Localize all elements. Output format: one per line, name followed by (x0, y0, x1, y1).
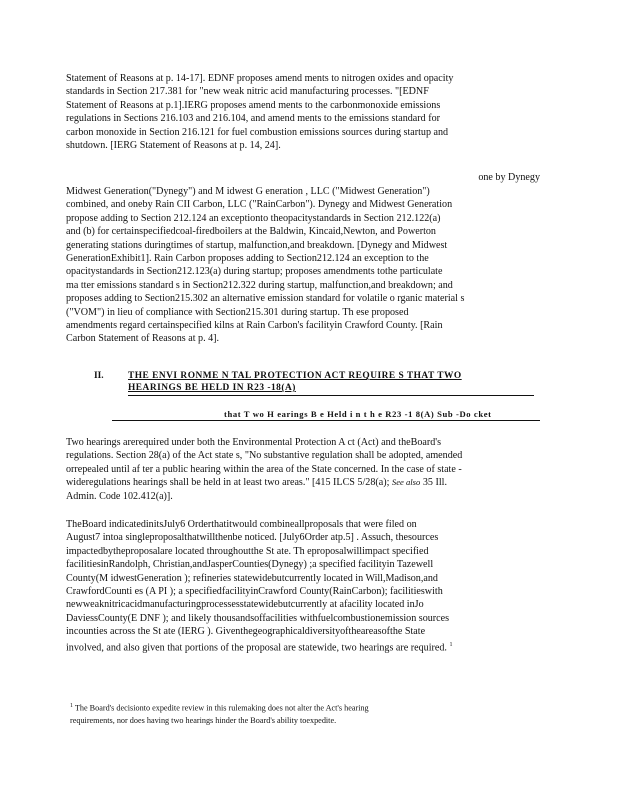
text-line: Statement of Reasons at p. 14-17]. EDNF proposes amend ments to nitrogen oxides and opacity (66, 73, 454, 84)
footnote-line: requirements, nor does having two hearings hinder the Board's ability toexpedite. (70, 715, 337, 725)
text-segment: involved, and also given that portions of the proposal are statewide, two hearings are required. (66, 642, 447, 654)
paragraph-dynegy-proposals (66, 185, 540, 346)
text-line: DaviessCounty(E DNF ); and likely thousandsoffacilities withfuelcombustionemission sources (66, 612, 450, 624)
paragraph-two-hearings (66, 436, 540, 503)
text-line: ma tter emissions standard s in Section212.322 during startup, malfunction,and breakdown; and (66, 279, 453, 291)
subheading-rule (112, 420, 540, 421)
text-line: Statement of Reasons at p.1].IERG proposes amend ments to the carbonmonoxide emissions (66, 99, 441, 111)
text-line: amendments regard certainspecified kilns at Rain Carbon's facilityin Crawford County. [Rain (66, 320, 443, 332)
text-line: shutdown. [IERG Statement of Reasons at p. 14, 24]. (66, 140, 281, 152)
section-title-line2: HEARINGS BE HELD IN R23 -18(A) (128, 383, 296, 393)
text-line: Carbon Statement of Reasons at p. 4]. (66, 333, 220, 345)
text-line: combined, and oneby Rain CII Carbon, LLC ("RainCarbon"). Dynegy and Midwest Generation (66, 199, 453, 211)
text-line: CrawfordCounti es (A PI ); a specifiedfacilityinCrawford County(RainCarbon); facilitieswith (66, 586, 443, 598)
paragraph-combined-proposal (66, 518, 540, 654)
text-segment: 35 Ill. (422, 477, 447, 489)
text-line: opacitystandards in Section212.123(a) during startup; proposes amendments tothe particulate (66, 266, 443, 278)
text-line: impactedbytheproposalare located throughoutthe St ate. Th eproposalwillimpact specified (66, 545, 429, 557)
text-line: proposes adding to Section215.302 an alternative emission standard for volatile o rganic material s (66, 293, 465, 305)
section-title-line1: THE ENVI RONME N TAL PROTECTION ACT REQUIRE S THAT TWO (128, 371, 462, 381)
see-also-signal: See also (391, 477, 421, 488)
text-line: ("VOM") in lieu of compliance with Section215.301 during startup. Th ese proposed (66, 306, 409, 318)
text-line: regulations in Sections 216.103 and 216.104, and amend ments to the emissions standard for (66, 113, 440, 125)
footnote-mark: 1 (70, 703, 73, 709)
subheading: that T wo H earings B e Held i n t h e R23 -1 8(A) Sub -Do cket (224, 409, 492, 419)
footnote-reference[interactable]: 1 (449, 641, 453, 648)
text-line: carbon monoxide in Section 216.121 for fuel combustion emissions sources during startup and (66, 126, 449, 138)
text-line: and (b) for certainspecifiedcoal-firedboilers at the Baldwin, Kincaid,Newton, and Powerton (66, 226, 436, 238)
text-line (66, 476, 540, 489)
text-segment: wideregulations hearings shall be held in at least two areas." [415 ILCS 5/28(a); (66, 477, 390, 489)
text-line: August7 intoa singleproposalthatwillthenbe noticed. [July6Order atp.5] . Assuch, thesources (66, 532, 439, 544)
text-line: TheBoard indicatedinitsJuly6 Orderthatitwould combineallproposals that were filed on (66, 519, 417, 530)
heading-underline-rule (128, 395, 534, 396)
text-line: orrepealed until af ter a public hearing within the area of the State concerned. In the case of state - (66, 463, 462, 475)
paragraph-proposals-continued (66, 72, 540, 152)
text-line: facilitiesinRandolph, Christian,andJasperCounties(Dynegy) ;a specified facilityin Tazewell (66, 559, 434, 571)
text-line (66, 639, 540, 655)
paragraph-dynegy-lead: one by Dynegy (478, 172, 540, 183)
text-line: standards in Section 217.381 for "new weak nitric acid manufacturing processes. "[EDNF (66, 86, 429, 98)
text-line: Admin. Code 102.412(a)]. (66, 490, 173, 502)
section-number: II. (94, 371, 104, 381)
footnote-line (70, 700, 490, 715)
text-line: Two hearings arerequired under both the Environmental Protection A ct (Act) and theBoard's (66, 437, 442, 448)
text-line: GenerationExhibit1]. Rain Carbon proposes adding to Section212.124 an exception to the (66, 253, 429, 265)
footnote-text: The Board's decisionto expedite review in this rulemaking does not alter the Act's hearing (73, 703, 369, 713)
text-line: County(M idwestGeneration ); refineries statewidebutcurrently located in Will,Madison,and (66, 572, 438, 584)
text-line: Midwest Generation("Dynegy") and M idwest G eneration , LLC ("Midwest Generation") (66, 186, 430, 197)
text-line: newweaknitricacidmanufacturingprocessesstatewidebutcurrently at afacility located inJo (66, 599, 424, 611)
text-line: regulations. Section 28(a) of the Act state s, "No substantive regulation shall be adopted, amended (66, 450, 463, 462)
text-line: propose adding to Section 212.124 an exceptionto theopacitystandards in Section 212.122(a) (66, 212, 441, 224)
footnote (70, 700, 490, 727)
text-line: incounties across the St ate (IERG ). Giventhegeographicaldiversityoftheareasofthe State (66, 626, 426, 638)
text-line: generating stations duringtimes of startup, malfunction,and breakdown. [Dynegy and Midwest (66, 239, 448, 251)
